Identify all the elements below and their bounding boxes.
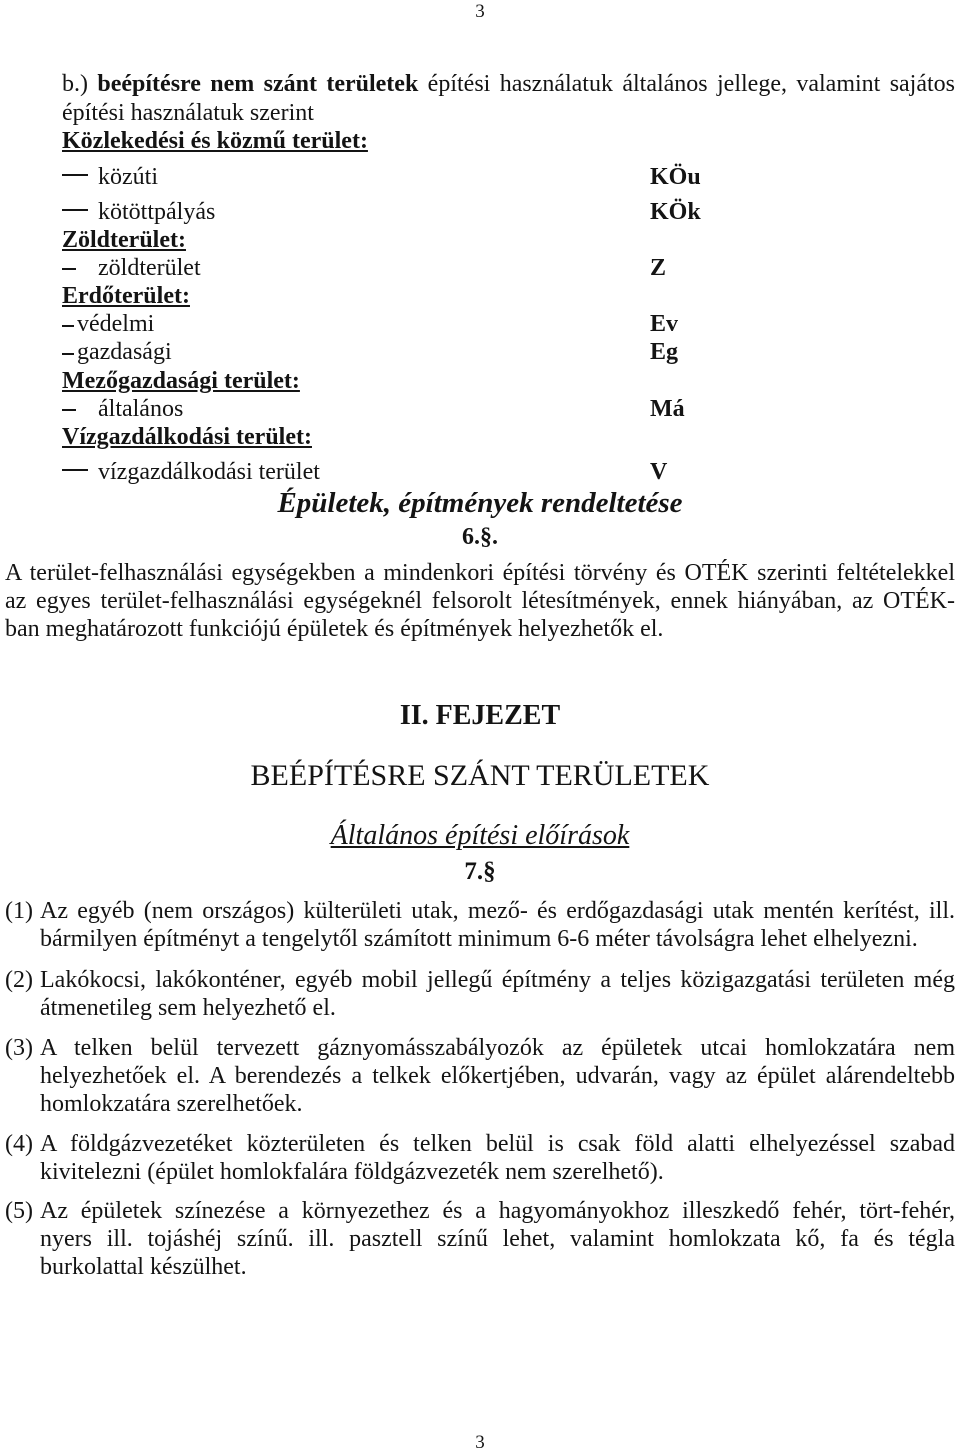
category-heading-agricultural: Mezőgazdasági terület: <box>62 368 300 394</box>
section-6-text-line: az egyes terület-felhasználási egységeknél felsorolt létesítmények, ennek hiányában, az OTÉK- <box>5 588 955 614</box>
land-use-item-label: zöldterület <box>98 255 201 281</box>
section-number: 6.§. <box>462 524 498 550</box>
land-use-item-code: KÖu <box>650 164 701 190</box>
section-title: Épületek, építmények rendeltetése <box>277 487 683 519</box>
paragraph-line: helyezhetőek el. A berendezés a telkek előkertjében, udvarán, vagy az épület alárendeltebb <box>40 1063 955 1089</box>
paragraph-line: Lakókocsi, lakókonténer, egyéb mobil jellegű építmény a teljes közigazgatási területen még <box>40 967 955 993</box>
intro-line-1 <box>62 70 955 98</box>
land-use-item-label: védelmi <box>77 311 155 337</box>
paragraph-line: homlokzatára szerelhetőek. <box>40 1091 303 1117</box>
chapter-title: BEÉPÍTÉSRE SZÁNT TERÜLETEK <box>250 759 710 792</box>
paragraph-line: kivitelezni (épület homlokfalára földgázvezeték nem szerelhető). <box>40 1159 664 1185</box>
dash-bullet <box>62 469 88 471</box>
paragraph-line: nyers ill. tojáshéj színű. ill. pasztell színű lehet, valamint homlokzata kő, fa és tégla <box>40 1226 955 1252</box>
paragraph-line: burkolattal készülhet. <box>40 1254 247 1280</box>
section-number: 7.§ <box>464 858 496 885</box>
land-use-item-label: kötöttpályás <box>98 199 216 225</box>
land-use-item-label: vízgazdálkodási terület <box>98 459 320 485</box>
paragraph-number: (1) <box>5 898 33 924</box>
page-number-bottom: 3 <box>475 1432 485 1453</box>
dash-bullet <box>62 325 74 327</box>
intro-emphasis: beépítésre nem szánt területek <box>97 71 419 97</box>
section-6-text-line: ban meghatározott funkciójú épületek és építmények helyezhetők el. <box>5 616 664 642</box>
land-use-item-label: általános <box>98 396 184 422</box>
intro-line-2: építési használatuk szerint <box>62 100 314 126</box>
land-use-item-code: Eg <box>650 339 679 365</box>
paragraph-line: átmenetileg sem helyezhető el. <box>40 995 336 1021</box>
dash-bullet <box>62 268 76 270</box>
page-number-top: 3 <box>475 1 485 22</box>
category-heading-water: Vízgazdálkodási terület: <box>62 424 312 450</box>
dash-bullet <box>62 209 88 211</box>
paragraph-line: A telken belül tervezett gáznyomásszabályozók az épületek utcai homlokzatára nem <box>40 1035 955 1061</box>
land-use-item-code: Má <box>650 396 685 422</box>
category-heading-green: Zöldterület: <box>62 227 186 253</box>
paragraph-line: bármilyen építményt a tengelytől számított minimum 6-6 méter távolságra lehet elhelyezni. <box>40 926 918 952</box>
intro-line1-rest: építési használatuk általános jellege, valamint sajátos <box>427 71 955 97</box>
paragraph-number: (5) <box>5 1198 33 1224</box>
paragraph-line: Az épületek színezése a környezethez és a hagyományokhoz illeszkedő fehér, tört-fehér, <box>40 1198 955 1224</box>
section-6-text-line: A terület-felhasználási egységekben a mindenkori építési törvény és OTÉK szerinti feltételekkel <box>5 560 955 586</box>
paragraph-number: (4) <box>5 1131 33 1157</box>
intro-prefix: b.) <box>62 71 88 97</box>
dash-bullet <box>62 409 76 411</box>
category-heading-forest: Erdőterület: <box>62 283 190 309</box>
chapter-number: II. FEJEZET <box>399 700 561 731</box>
paragraph-line: A földgázvezetéket közterületen és telken belül is csak föld alatti elhelyezéssel szabad <box>40 1131 955 1157</box>
land-use-item-label: gazdasági <box>77 339 172 365</box>
land-use-item-code: KÖk <box>650 199 701 225</box>
dash-bullet <box>62 174 88 176</box>
land-use-item-code: Ev <box>650 311 679 337</box>
paragraph-line: Az egyéb (nem országos) külterületi utak, mező- és erdőgazdasági utak mentén kerítést, ill. <box>40 898 955 924</box>
dash-bullet <box>62 353 74 355</box>
paragraph-number: (3) <box>5 1035 33 1061</box>
land-use-item-code: V <box>650 459 668 485</box>
land-use-item-code: Z <box>650 255 667 281</box>
category-heading-transport: Közlekedési és közmű terület: <box>62 128 368 154</box>
paragraph-number: (2) <box>5 967 33 993</box>
chapter-subtitle: Általános építési előírások <box>330 820 630 851</box>
land-use-item-label: közúti <box>98 164 158 190</box>
